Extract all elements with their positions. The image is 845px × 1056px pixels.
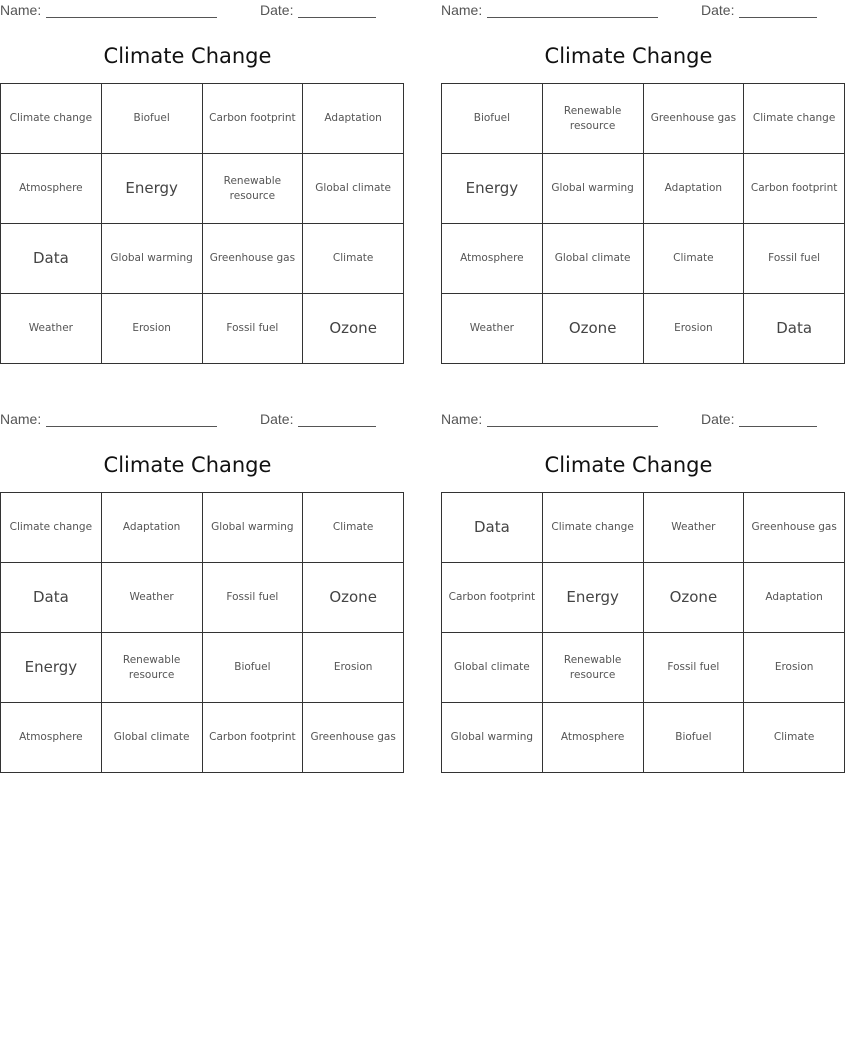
grid-cell: Climate change — [1, 493, 102, 563]
grid-cell: Erosion — [303, 633, 404, 703]
bingo-grid — [0, 492, 404, 773]
name-label: Name: — [0, 2, 42, 18]
grid-cell: Adaptation — [303, 84, 404, 154]
grid-cell: Climate — [643, 224, 744, 294]
name-blank-line — [487, 3, 658, 18]
grid-cell: Weather — [643, 493, 744, 563]
grid-cell: Climate — [303, 493, 404, 563]
grid-row — [1, 563, 404, 633]
name-blank-line — [487, 412, 658, 427]
grid-cell: Weather — [101, 563, 202, 633]
grid-cell: Carbon footprint — [744, 154, 845, 224]
grid-cell: Biofuel — [643, 703, 744, 773]
name-blank-line — [46, 3, 217, 18]
card-title: Climate Change — [103, 44, 272, 68]
bingo-grid — [0, 83, 404, 364]
grid-cell: Adaptation — [101, 493, 202, 563]
grid-cell: Carbon footprint — [442, 563, 543, 633]
grid-cell: Atmosphere — [1, 154, 102, 224]
grid-cell: Atmosphere — [542, 703, 643, 773]
name-field — [441, 2, 658, 18]
grid-cell: Climate — [744, 703, 845, 773]
date-field — [260, 411, 376, 427]
date-field — [701, 411, 817, 427]
grid-cell: Greenhouse gas — [303, 703, 404, 773]
grid-row — [442, 563, 845, 633]
grid-cell: Greenhouse gas — [202, 224, 303, 294]
date-label: Date: — [701, 2, 735, 18]
grid-cell: Global warming — [542, 154, 643, 224]
grid-cell: Weather — [1, 294, 102, 364]
grid-cell: Erosion — [101, 294, 202, 364]
grid-cell: Energy — [1, 633, 102, 703]
grid-cell: Climate change — [542, 493, 643, 563]
bingo-card — [0, 0, 391, 337]
card-header — [441, 409, 816, 429]
name-field — [0, 411, 217, 427]
date-label: Date: — [260, 411, 294, 427]
grid-cell: Climate change — [744, 84, 845, 154]
grid-cell: Carbon footprint — [202, 84, 303, 154]
grid-cell: Carbon footprint — [202, 703, 303, 773]
grid-row — [1, 703, 404, 773]
name-label: Name: — [0, 411, 42, 427]
grid-row — [1, 84, 404, 154]
grid-cell: Fossil fuel — [643, 633, 744, 703]
grid-row — [442, 224, 845, 294]
grid-cell: Biofuel — [101, 84, 202, 154]
grid-row — [1, 154, 404, 224]
grid-cell: Renewable resource — [202, 154, 303, 224]
grid-cell: Energy — [101, 154, 202, 224]
name-field — [0, 2, 217, 18]
name-label: Name: — [441, 2, 483, 18]
grid-cell: Ozone — [542, 294, 643, 364]
name-label: Name: — [441, 411, 483, 427]
grid-cell: Renewable resource — [542, 84, 643, 154]
card-title: Climate Change — [544, 453, 713, 477]
date-field — [260, 2, 376, 18]
bingo-grid — [441, 492, 845, 773]
grid-cell: Global climate — [442, 633, 543, 703]
grid-cell: Fossil fuel — [202, 294, 303, 364]
name-blank-line — [46, 412, 217, 427]
grid-cell: Greenhouse gas — [643, 84, 744, 154]
grid-cell: Climate — [303, 224, 404, 294]
grid-row — [442, 154, 845, 224]
card-title: Climate Change — [103, 453, 272, 477]
grid-cell: Greenhouse gas — [744, 493, 845, 563]
grid-row — [1, 224, 404, 294]
grid-cell: Global warming — [101, 224, 202, 294]
grid-cell: Data — [1, 563, 102, 633]
grid-cell: Data — [1, 224, 102, 294]
card-header — [0, 409, 375, 429]
bingo-card — [0, 409, 396, 743]
grid-cell: Biofuel — [202, 633, 303, 703]
date-blank-line — [739, 3, 817, 18]
card-title: Climate Change — [544, 44, 713, 68]
grid-cell: Data — [744, 294, 845, 364]
grid-cell: Fossil fuel — [744, 224, 845, 294]
grid-cell: Weather — [442, 294, 543, 364]
grid-row — [442, 703, 845, 773]
grid-cell: Global warming — [442, 703, 543, 773]
date-blank-line — [298, 412, 376, 427]
grid-row — [1, 294, 404, 364]
grid-cell: Global climate — [542, 224, 643, 294]
date-label: Date: — [260, 2, 294, 18]
bingo-card — [441, 0, 838, 337]
grid-row — [1, 633, 404, 703]
grid-cell: Global climate — [303, 154, 404, 224]
grid-row — [1, 493, 404, 563]
grid-row — [442, 294, 845, 364]
card-header — [441, 0, 816, 20]
date-field — [701, 2, 817, 18]
grid-cell: Renewable resource — [101, 633, 202, 703]
grid-cell: Biofuel — [442, 84, 543, 154]
grid-cell: Global climate — [101, 703, 202, 773]
grid-cell: Atmosphere — [1, 703, 102, 773]
grid-cell: Erosion — [744, 633, 845, 703]
grid-cell: Ozone — [303, 563, 404, 633]
bingo-card — [441, 409, 837, 743]
grid-cell: Data — [442, 493, 543, 563]
date-blank-line — [739, 412, 817, 427]
grid-row — [442, 493, 845, 563]
date-label: Date: — [701, 411, 735, 427]
grid-cell: Fossil fuel — [202, 563, 303, 633]
grid-cell: Adaptation — [643, 154, 744, 224]
grid-cell: Global warming — [202, 493, 303, 563]
date-blank-line — [298, 3, 376, 18]
grid-cell: Erosion — [643, 294, 744, 364]
grid-cell: Adaptation — [744, 563, 845, 633]
grid-cell: Renewable resource — [542, 633, 643, 703]
grid-cell: Atmosphere — [442, 224, 543, 294]
bingo-grid — [441, 83, 845, 364]
grid-cell: Ozone — [303, 294, 404, 364]
card-header — [0, 0, 375, 20]
grid-cell: Ozone — [643, 563, 744, 633]
grid-cell: Energy — [442, 154, 543, 224]
grid-row — [442, 84, 845, 154]
grid-cell: Climate change — [1, 84, 102, 154]
grid-cell: Energy — [542, 563, 643, 633]
grid-row — [442, 633, 845, 703]
name-field — [441, 411, 658, 427]
